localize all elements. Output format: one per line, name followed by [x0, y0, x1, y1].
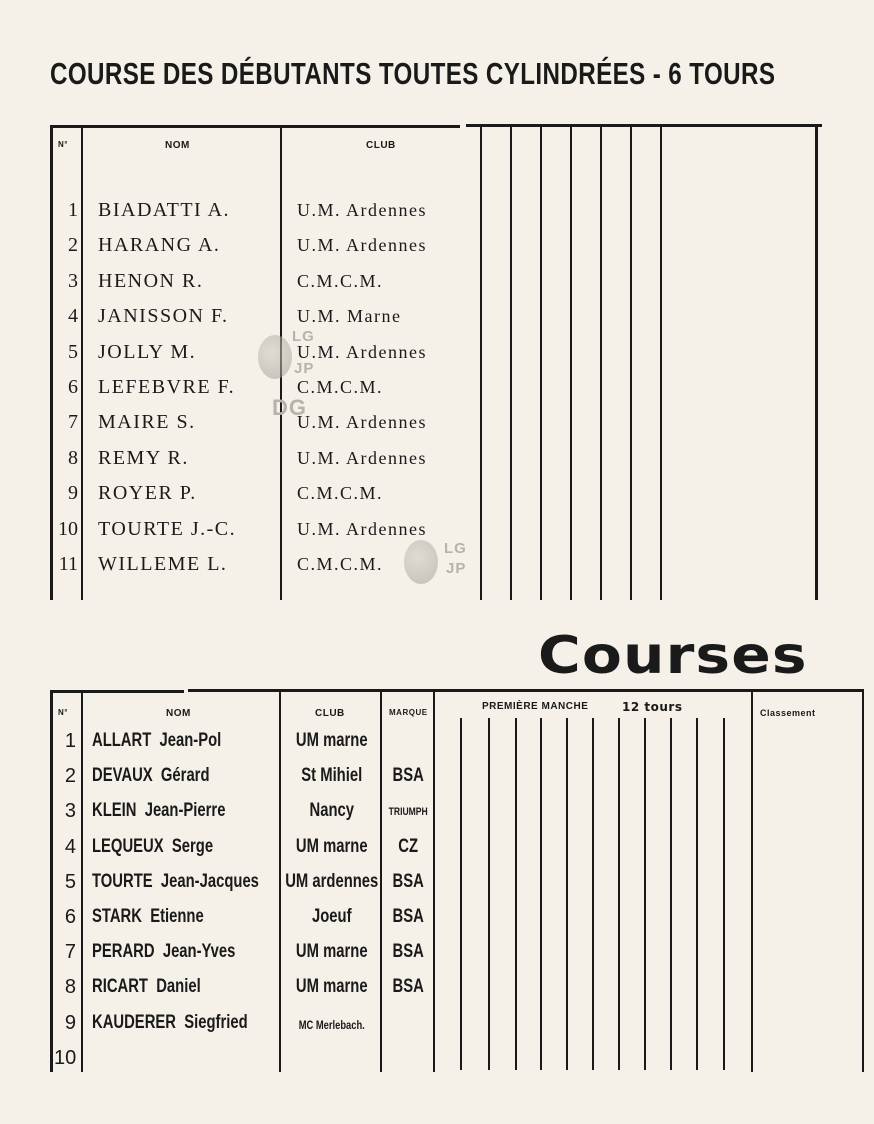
- table2-row-club: UM marne: [295, 941, 368, 962]
- table2-row-firstname: Gérard: [160, 765, 210, 786]
- table1-row-name: HARANG A.: [98, 234, 221, 256]
- table2-lap-line: [644, 718, 646, 1070]
- table2-row-firstname: Jean-Pol: [159, 730, 222, 751]
- table1-row-club: U.M. Ardennes: [297, 448, 427, 468]
- section1-title: COURSE DES DÉBUTANTS TOUTES CYLINDRÉES - 6 TOURS: [50, 56, 776, 91]
- table2-row-num: 4: [64, 836, 76, 858]
- table2-row-club: UM marne: [295, 836, 368, 857]
- table2-row-firstname: Etienne: [150, 906, 204, 927]
- table2-row-name: [92, 1047, 100, 1069]
- table2-row-firstname: Siegfried: [184, 1012, 248, 1033]
- watermark-portrait: [258, 335, 292, 379]
- table1-row-club: U.M. Ardennes: [297, 342, 427, 362]
- table2-header-club: CLUB: [315, 708, 345, 719]
- table2-lap-line: [696, 718, 698, 1070]
- table2-header-manche: PREMIÈRE MANCHE: [482, 701, 589, 712]
- table2-row-name: [92, 765, 210, 787]
- table2-row-firstname: Serge: [171, 836, 214, 857]
- table2-row-num: 9: [64, 1012, 76, 1034]
- table2-row-club: St Mihiel: [301, 765, 363, 786]
- table2-row-name: [92, 871, 259, 893]
- table1-lap-line: [660, 125, 662, 600]
- table2-name-divider: [279, 690, 281, 1072]
- table1-row-name: HENON R.: [98, 270, 204, 292]
- table1-row-name: JOLLY M.: [98, 341, 197, 363]
- table1-row-num: 4: [68, 305, 78, 327]
- table1-row-club: C.M.C.M.: [297, 483, 384, 503]
- table2-row-marque: BSA: [392, 976, 424, 997]
- watermark-text: JP: [446, 560, 467, 577]
- table1-row-club: U.M. Ardennes: [297, 412, 427, 432]
- table2-row-num: 2: [64, 765, 76, 787]
- table2-row-name: [92, 836, 213, 858]
- table2-row-num: 10: [54, 1047, 77, 1069]
- table2-header-name: NOM: [166, 708, 191, 719]
- table1-row-name: REMY R.: [98, 447, 189, 469]
- table2-row-lastname: LEQUEUX: [92, 836, 164, 857]
- table2-row-marque: BSA: [392, 941, 424, 962]
- table2-row-num: 3: [64, 800, 76, 822]
- table2-num-divider: [81, 690, 83, 1072]
- table2-row-marque: BSA: [392, 906, 424, 927]
- table2-right-border: [862, 690, 864, 1072]
- table2-row-lastname: KLEIN: [92, 800, 137, 821]
- table2-row-firstname: Jean-Jacques: [160, 871, 259, 892]
- table2-header-num: N°: [58, 708, 68, 717]
- table1-row-club: C.M.C.M.: [297, 377, 384, 397]
- table2-row-name: [92, 1012, 248, 1034]
- table2-lap-line: [540, 718, 542, 1070]
- table1-header-num: N°: [58, 140, 68, 149]
- table2-header-marque: MARQUE: [389, 708, 428, 717]
- table2-row-lastname: ALLART: [92, 730, 152, 751]
- table2-row-club: UM ardennes: [285, 871, 379, 892]
- table2-classement-divider: [751, 690, 753, 1072]
- table2-row-club: UM marne: [295, 730, 368, 751]
- table2-row-lastname: TOURTE: [92, 871, 153, 892]
- table1-row-name: LEFEBVRE F.: [98, 376, 236, 398]
- table1-row-num: 11: [58, 553, 78, 575]
- table1-row-num: 9: [68, 482, 78, 504]
- table1-row-club: U.M. Ardennes: [297, 200, 427, 220]
- table2-row-name: [92, 941, 235, 963]
- table1-row-name: WILLEME L.: [98, 553, 228, 575]
- table2-row-lastname: DEVAUX: [92, 765, 153, 786]
- table2-row-name: [92, 730, 221, 752]
- table1-header-club: CLUB: [366, 140, 396, 151]
- table2-row-num: 6: [64, 906, 76, 928]
- table2-marque-divider: [433, 690, 435, 1072]
- table2-row-num: 8: [64, 976, 76, 998]
- table1-row-num: 10: [58, 518, 78, 540]
- table1-top-rule-right: [466, 124, 822, 127]
- watermark-text: JP: [294, 360, 315, 377]
- table1-lap-line: [600, 125, 602, 600]
- table1-row-club: C.M.C.M.: [297, 271, 384, 291]
- table2-row-club: Joeuf: [311, 906, 352, 927]
- table2-lap-line: [723, 718, 725, 1070]
- table2-row-num: 5: [64, 871, 76, 893]
- table2-row-club: MC Merlebach.: [298, 1018, 365, 1032]
- table1-row-name: BIADATTI A.: [98, 199, 231, 221]
- table2-row-marque: BSA: [392, 871, 424, 892]
- table2-row-firstname: Daniel: [156, 976, 201, 997]
- table1-row-num: 3: [68, 270, 78, 292]
- table1-top-rule: [50, 125, 460, 128]
- table1-row-club: U.M. Marne: [297, 306, 402, 326]
- table1-lap-line: [510, 125, 512, 600]
- table1-row-num: 5: [68, 341, 78, 363]
- table2-row-club: Nancy: [309, 800, 354, 821]
- table2-row-lastname: KAUDERER: [92, 1012, 176, 1033]
- table2-header-classement: Classement: [760, 708, 816, 718]
- table2-row-club: UM marne: [295, 976, 368, 997]
- table1-row-name: JANISSON F.: [98, 305, 229, 327]
- table2-lap-line: [670, 718, 672, 1070]
- table1-lap-line: [540, 125, 542, 600]
- table1-row-name: MAIRE S.: [98, 411, 196, 433]
- courses-heading: Courses: [538, 626, 808, 686]
- watermark-text: LG: [444, 540, 467, 557]
- table2-lap-line: [515, 718, 517, 1070]
- table2-header-tours: 12 tours: [622, 700, 683, 714]
- table2-row-firstname: Jean-Pierre: [144, 800, 226, 821]
- table2-lap-line: [488, 718, 490, 1070]
- table1-row-num: 7: [68, 411, 78, 433]
- watermark-portrait: [404, 540, 438, 584]
- table2-top-rule: [50, 690, 184, 693]
- table1-row-num: 6: [68, 376, 78, 398]
- table2-row-lastname: RICART: [92, 976, 148, 997]
- table2-lap-line: [592, 718, 594, 1070]
- table1-row-club: U.M. Ardennes: [297, 235, 427, 255]
- table2-row-name: [92, 800, 225, 822]
- table1-row-num: 2: [68, 234, 78, 256]
- table2-row-firstname: Jean-Yves: [162, 941, 236, 962]
- table1-club-divider: [480, 125, 482, 600]
- table2-row-name: [92, 976, 201, 998]
- table2-left-border: [50, 690, 53, 1072]
- table1-row-num: 8: [68, 447, 78, 469]
- table1-row-num: 1: [68, 199, 78, 221]
- table2-row-num: 1: [64, 730, 76, 752]
- table1-num-divider: [81, 125, 83, 600]
- table2-row-marque: BSA: [392, 765, 424, 786]
- table2-row-name: [92, 906, 204, 928]
- table1-row-club: C.M.C.M.: [297, 554, 384, 574]
- table2-row-marque: TRIUMPH: [388, 806, 428, 818]
- table2-row-lastname: STARK: [92, 906, 142, 927]
- table2-row-marque: CZ: [398, 836, 419, 857]
- watermark-text: LG: [292, 328, 315, 345]
- watermark-text: DG: [272, 395, 307, 420]
- table1-header-name: NOM: [165, 140, 190, 151]
- table1-right-border: [815, 125, 818, 600]
- table1-lap-line: [630, 125, 632, 600]
- table2-row-lastname: PERARD: [92, 941, 155, 962]
- table1-lap-line: [570, 125, 572, 600]
- table1-row-name: TOURTE J.-C.: [98, 518, 237, 540]
- table2-lap-line: [460, 718, 462, 1070]
- table2-lap-line: [566, 718, 568, 1070]
- table1-row-club: U.M. Ardennes: [297, 519, 427, 539]
- table2-lap-line: [618, 718, 620, 1070]
- table1-row-name: ROYER P.: [98, 482, 197, 504]
- table2-top-rule-mid: [188, 689, 864, 692]
- table2-row-num: 7: [64, 941, 76, 963]
